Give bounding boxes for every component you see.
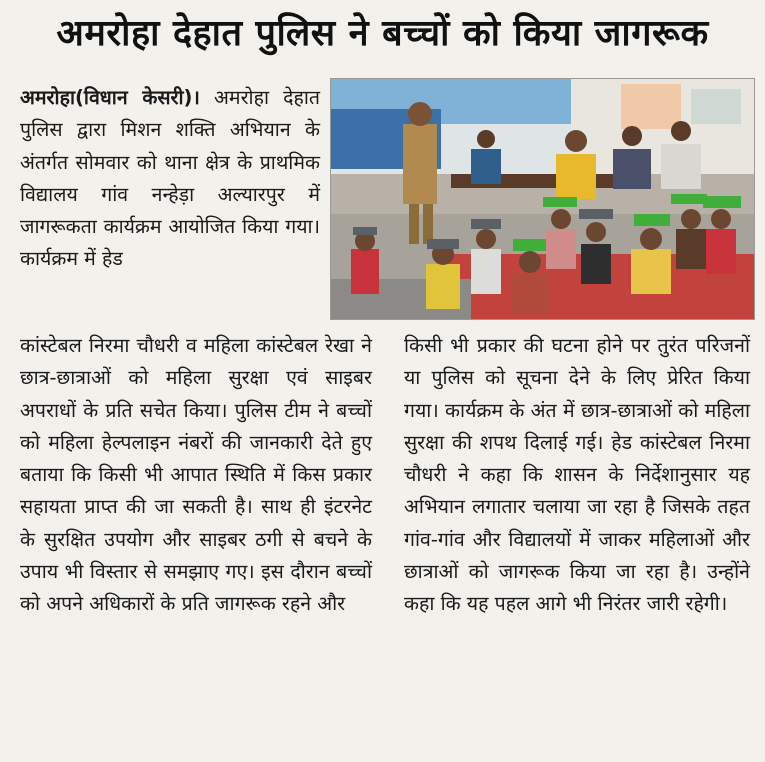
body-text-part-1: अमरोहा देहात पुलिस द्वारा मिशन शक्ति अभियान के अंतर्गत सोमवार को थाना क्षेत्र के प्राथमिक विद्यालय गांव नन्हेड़ा अल्यारपुर में जागरूकता कार्यक्रम आयोजित किया गया। कार्यक्रम में हेड xyxy=(20,86,321,271)
dateline: अमरोहा(विधान केसरी)। xyxy=(20,86,200,109)
column-left-top xyxy=(20,82,320,276)
article-headline: अमरोहा देहात पुलिस ने बच्चों को किया जागरूक xyxy=(56,13,709,54)
column-right: किसी भी प्रकार की घटना होने पर तुरंत परिजनों या पुलिस को सूचना देने के लिए प्रेरित किया गया। कार्यक्रम के अंत में छात्र-छात्राओं को महिला सुरक्षा की शपथ दिलाई गई। हेड कांस्टेबल निरमा चौधरी ने कहा कि शासन के निर्देशानुसार यह अभियान लगातार चलाया जा रहा है जिसके तहत गांव-गांव और विद्यालयों में जाकर महिलाओं और छात्राओं को जागरूक किया जा रहा है। उन्होंने कहा कि यह पहल आगे भी निरंतर जारी रहेगी। xyxy=(404,334,750,616)
photo-illustration xyxy=(331,79,754,319)
column-left-bottom: कांस्टेबल निरमा चौधरी व महिला कांस्टेबल रेखा ने छात्र-छात्राओं को महिला सुरक्षा एवं साइबर अपराधों के प्रति सचेत किया। पुलिस टीम ने बच्चों को महिला हेल्पलाइन नंबरों की जानकारी देते हुए बताया कि किसी भी आपात स्थिति में किस प्रकार सहायता प्राप्त की जा सकती है। साथ ही इंटरनेट के सुरक्षित उपयोग और साइबर ठगी से बचने के उपाय भी विस्तार से समझाए गए। इस दौरान बच्चों को अपने अधिकारों के प्रति जागरूक रहने और xyxy=(20,334,372,616)
article-photo xyxy=(330,78,755,320)
